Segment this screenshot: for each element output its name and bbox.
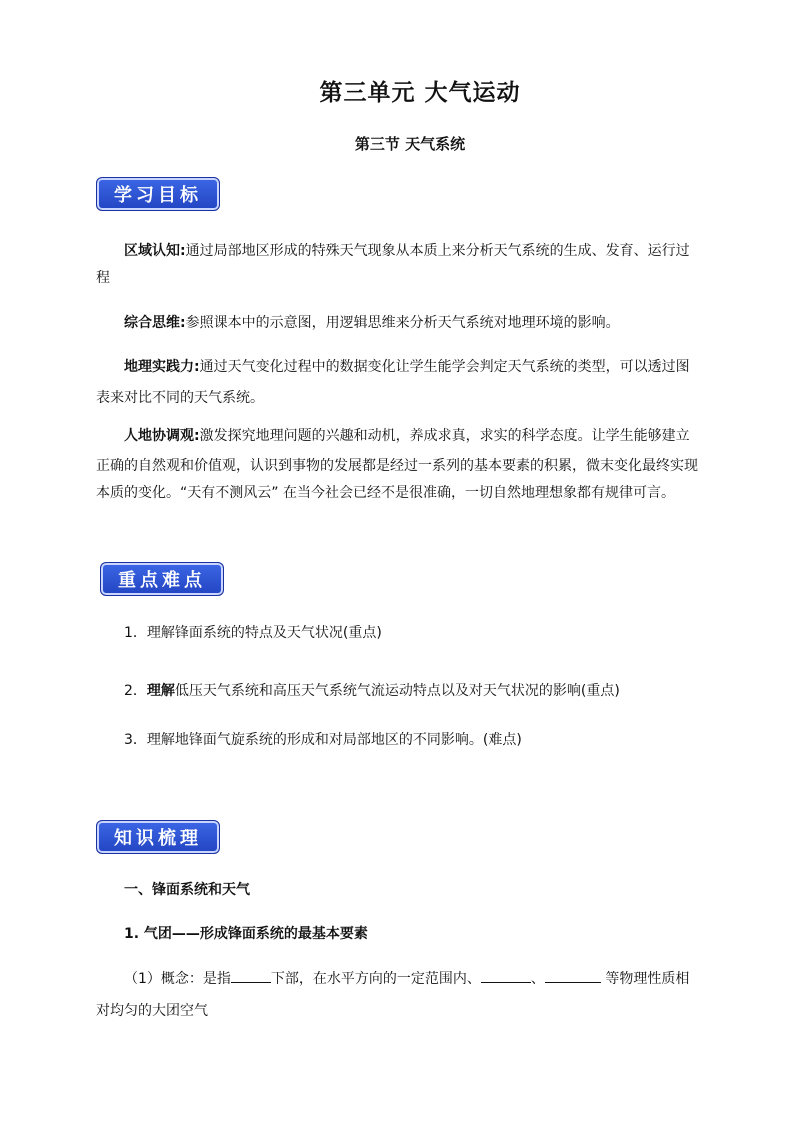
page-title: 第三单元 大气运动 <box>319 80 521 106</box>
page-subtitle: 第三节 天气系统 <box>354 135 466 153</box>
objective-label: 区域认知: <box>124 243 186 259</box>
objective-regional: 区域认知:通过局部地区形成的特殊天气现象从本质上来分析天气系统的生成、发育、运行过 <box>124 243 690 259</box>
objective-regional-cont: 程 <box>96 270 110 286</box>
keypoint-item-1: 1．理解锋面系统的特点及天气状况(重点) <box>124 625 382 641</box>
objective-label: 综合思维: <box>124 315 186 331</box>
keypoint-item-3: 3．理解地锋面气旋系统的形成和对局部地区的不同影响。(难点) <box>124 732 522 748</box>
objectives-banner: 学习目标 <box>96 177 220 211</box>
concept-line: （1）概念：是指 下部，在水平方向的一定范围内、 、 等物理性质相 <box>124 964 724 995</box>
fill-blank[interactable] <box>545 968 601 983</box>
objective-harmony-cont2: 本质的变化。“天有不测风云” 在当今社会已经不是很准确，一切自然地理想象都有规律可言。 <box>96 485 675 501</box>
knowledge-banner: 知识梳理 <box>96 820 220 854</box>
objective-harmony-cont1: 正确的自然观和价值观，认识到事物的发展都是经过一系列的基本要素的积累，微末变化最终实现 <box>96 458 698 474</box>
concept-line-cont: 对均匀的大团空气 <box>96 1003 208 1019</box>
objective-practice-cont: 表来对比不同的天气系统。 <box>96 390 264 406</box>
objective-practice: 地理实践力:通过天气变化过程中的数据变化让学生能学会判定天气系统的类型，可以透过图 <box>124 359 690 375</box>
knowledge-heading-2: 1. 气团——形成锋面系统的最基本要素 <box>124 926 368 942</box>
fill-blank[interactable] <box>231 968 271 983</box>
keypoints-banner: 重点难点 <box>100 562 224 596</box>
knowledge-heading-1: 一、锋面系统和天气 <box>124 882 250 898</box>
objective-harmony: 人地协调观:激发探究地理问题的兴趣和动机，养成求真，求实的科学态度。让学生能够建立 <box>124 428 690 444</box>
objective-label: 人地协调观: <box>124 428 200 444</box>
objective-label: 地理实践力: <box>124 359 200 375</box>
fill-blank[interactable] <box>481 968 531 983</box>
objective-thinking: 综合思维:参照课本中的示意图，用逻辑思维来分析天气系统对地理环境的影响。 <box>124 315 620 331</box>
keypoint-item-2: 2．理解低压天气系统和高压天气系统气流运动特点以及对天气状况的影响(重点) <box>124 683 620 699</box>
